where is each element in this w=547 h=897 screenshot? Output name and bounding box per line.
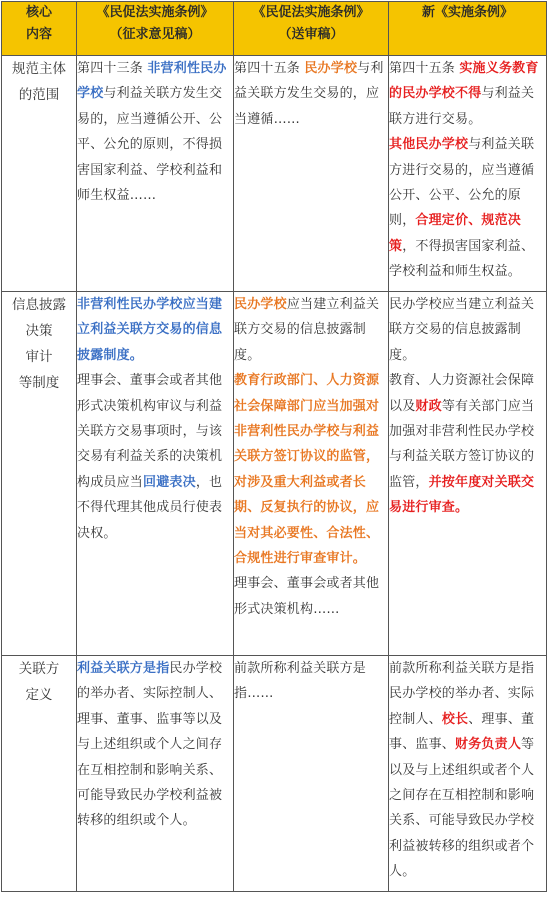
body-text: 第四十三条 <box>77 61 148 76</box>
header-new-regulations: 新《实施条例》 <box>389 2 547 56</box>
cell-paragraph <box>389 292 546 368</box>
header-draft-for-comment: 《民促法实施条例》 （征求意见稿） <box>77 2 234 56</box>
cell-draft-comment <box>77 56 234 292</box>
highlighted-text: 回避表决 <box>143 474 196 490</box>
highlighted-text: 教育行政部门、人力资源社会保障部门应当加强对非营利性民办学校与利益关联方签订协议的监管，对涉及重大利益或者长期、反复执行的协议，应当对其必要性、合法性、合规性进行审查审计。 <box>234 373 380 567</box>
body-text: 与利益关联方发生交易的，应当遵循公开、公平、公允的原则，不得损害国家利益、学校利益和师生权益…… <box>77 86 223 204</box>
cell-paragraph <box>77 368 233 546</box>
body-text: 与利益关联方进行交易。 <box>389 86 535 127</box>
body-text: 理事会、董事会或者其他形式决策机构审议与利益关联方交易事项时，与该交易有利益关系的决策机构成员应当 <box>77 373 223 490</box>
category-subject-scope: 规范主体 的范围 <box>2 56 77 292</box>
highlighted-text: 财务负责人 <box>455 737 522 753</box>
body-text: 等以及与上述组织或者个人之间存在互相控制和影响关系、可能导致民办学校利益被转移的组织或者个人。 <box>389 737 535 880</box>
row-related-party-definition <box>2 656 547 892</box>
body-text: 应当建立利益关联方交易的信息披露制度。 <box>234 297 380 363</box>
cell-paragraph <box>77 56 233 208</box>
cell-new-regulation <box>389 292 547 656</box>
body-text: 、理事、董事、监事、 <box>389 711 535 753</box>
body-text: ，也不得代理其他成员行使表决权。 <box>77 474 223 541</box>
body-text: 民办学校应当建立利益关联方交易的信息披露制度。 <box>389 297 535 363</box>
cell-new-regulation <box>389 56 547 292</box>
header-row <box>2 2 547 56</box>
body-text: 前款所称利益关联方是指…… <box>234 661 367 702</box>
cell-draft-review <box>234 56 389 292</box>
row-subject-scope <box>2 56 547 292</box>
body-text: 等有关部门应当加强对非营利性民办学校与利益关联方签订协议的监管， <box>389 398 535 490</box>
highlighted-text: 非营利性民办学校应当建立利益关联方交易的信息披露制度。 <box>77 297 223 363</box>
header-draft-for-review: 《民促法实施条例》 （送审稿） <box>234 2 389 56</box>
highlighted-text: 民办学校 <box>304 61 358 76</box>
cell-paragraph <box>77 292 233 368</box>
cell-paragraph <box>389 656 546 885</box>
cell-paragraph <box>234 656 388 707</box>
category-related-party-definition: 关联方 定义 <box>2 656 77 892</box>
cell-draft-comment <box>77 656 234 892</box>
highlighted-text: 并按年度对关联交易进行审查。 <box>389 474 535 516</box>
body-text: 民办学校的举办者、实际控制人、理事、董事、监事等以及与上述组织或个人之间存在互相控制和影响关系、可能导致民办学校利益被转移的组织或个人。 <box>77 661 223 829</box>
highlighted-text: 其他民办学校 <box>389 137 469 153</box>
cell-paragraph <box>234 56 388 132</box>
highlighted-text: 校长 <box>441 711 469 727</box>
category-disclosure-system: 信息披露 决策 审计 等制度 <box>2 292 77 656</box>
cell-draft-review <box>234 656 389 892</box>
row-disclosure-system <box>2 292 547 656</box>
cell-paragraph <box>234 368 388 571</box>
cell-draft-comment <box>77 292 234 656</box>
highlighted-text: 财政 <box>415 398 442 414</box>
cell-paragraph <box>77 656 233 834</box>
cell-paragraph <box>389 368 546 520</box>
cell-paragraph <box>389 56 546 132</box>
highlighted-text: 利益关联方是指 <box>77 661 170 676</box>
body-text: 教育、人力资源社会保障以及 <box>389 373 535 414</box>
highlighted-text: 合理定价、规范决策 <box>389 213 522 254</box>
body-text: 第四十五条 <box>234 61 305 76</box>
body-text: 与利益关联方进行交易的，应当遵循公开、公平、公允的原则， <box>389 137 535 229</box>
body-text: 与利益关联方发生交易的，应当遵循…… <box>234 61 384 127</box>
body-text: ，不得损害国家利益、学校利益和师生权益。 <box>389 238 535 280</box>
cell-paragraph <box>234 292 388 368</box>
header-core-content: 核心 内容 <box>2 2 77 56</box>
highlighted-text: 民办学校 <box>234 297 287 312</box>
comparison-table <box>1 1 547 892</box>
highlighted-text: 非营利性民办学校 <box>77 61 227 102</box>
body-text: 理事会、董事会或者其他形式决策机构…… <box>234 576 380 617</box>
body-text: 前款所称利益关联方是指民办学校的举办者、实际控制人、 <box>389 661 535 727</box>
cell-paragraph <box>234 571 388 622</box>
cell-new-regulation <box>389 656 547 892</box>
cell-paragraph <box>389 132 546 284</box>
cell-draft-review <box>234 292 389 656</box>
highlighted-text: 实施义务教育的民办学校不得 <box>389 61 539 102</box>
body-text: 第四十五条 <box>389 61 460 76</box>
